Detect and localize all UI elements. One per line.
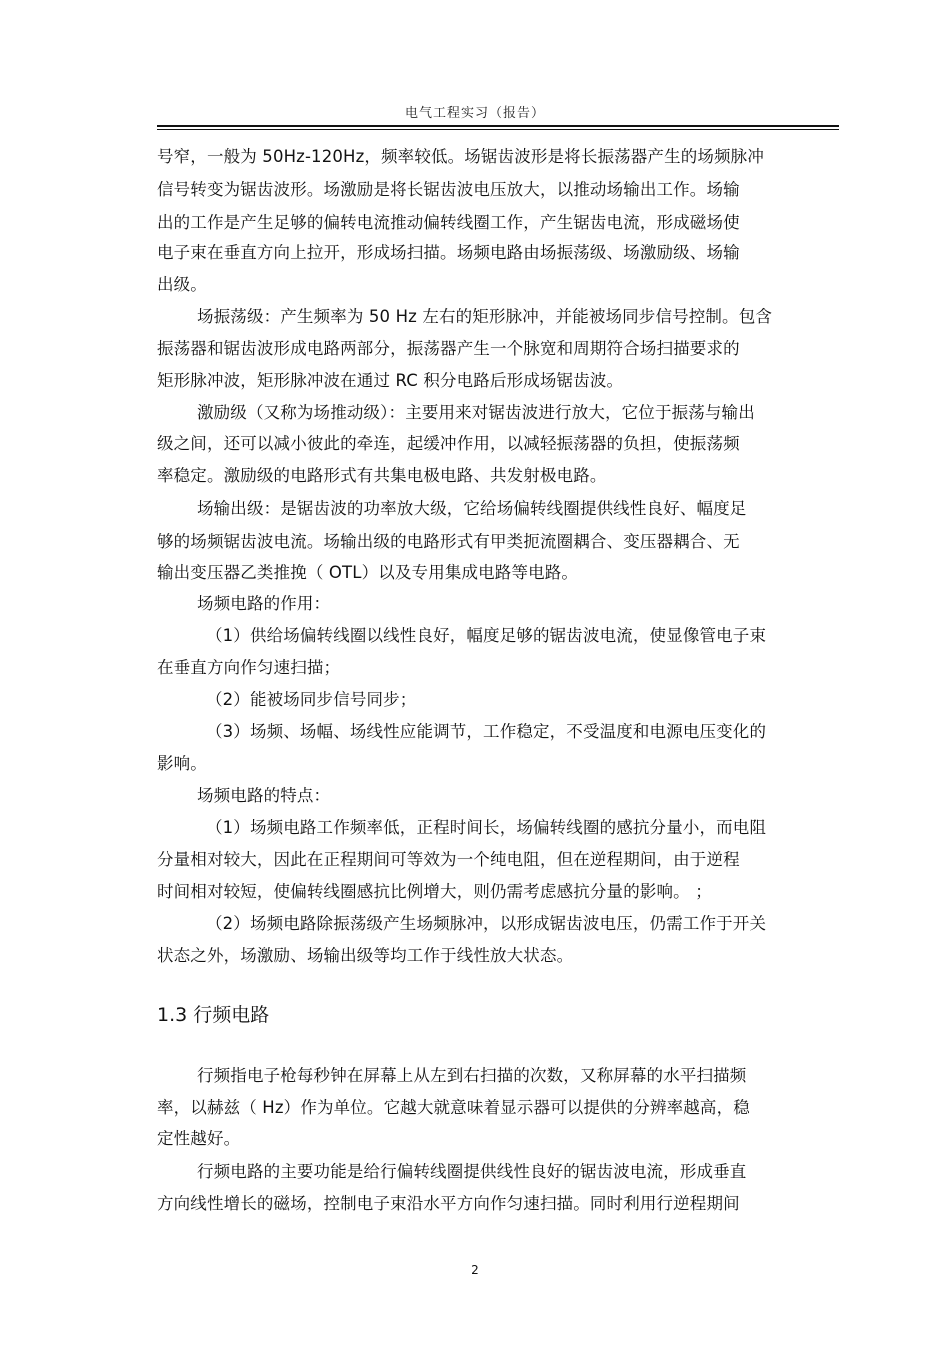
list-item-continuation: 时间相对较短，使偏转线圈感抗比例增大，则仍需考虑感抗分量的影响。 ； bbox=[157, 882, 712, 901]
body-line: 场频电路的特点： bbox=[197, 786, 331, 805]
body-line: 够的场频锯齿波电流。场输出级的电路形式有甲类扼流圈耦合、变压器耦合、无 bbox=[157, 532, 740, 551]
body-line: 信号转变为锯齿波形。场激励是将长锯齿波电压放大，以推动场输出工作。场输 bbox=[157, 180, 740, 199]
body-line: 率稳定。激励级的电路形式有共集电极电路、共发射极电路。 bbox=[157, 466, 607, 485]
list-item-continuation: 影响。 bbox=[157, 754, 207, 773]
list-item: （2）能被场同步信号同步； bbox=[206, 690, 417, 709]
body-line: 定性越好。 bbox=[157, 1129, 241, 1148]
list-item: （2）场频电路除振荡级产生场频脉冲，以形成锯齿波电压，仍需工作于开关 bbox=[206, 914, 767, 933]
body-line: 场振荡级：产生频率为 50 Hz 左右的矩形脉冲，并能被场同步信号控制。包含 bbox=[197, 307, 772, 326]
header-divider-thin bbox=[157, 129, 839, 130]
page-number: 2 bbox=[471, 1263, 479, 1277]
header-title: 电气工程实习（报告） bbox=[404, 106, 545, 121]
body-line: 矩形脉冲波，矩形脉冲波在通过 RC 积分电路后形成场锯齿波。 bbox=[157, 371, 624, 390]
body-line: 电子束在垂直方向上拉开，形成场扫描。场频电路由场振荡级、场激励级、场输 bbox=[157, 243, 740, 262]
body-line: 出的工作是产生足够的偏转电流推动偏转线圈工作，产生锯齿电流，形成磁场使 bbox=[157, 213, 740, 232]
body-line: 场频电路的作用： bbox=[197, 594, 331, 613]
header-divider bbox=[157, 125, 839, 127]
list-item-continuation: 状态之外，场激励、场输出级等均工作于线性放大状态。 bbox=[157, 946, 574, 965]
list-item-continuation: 在垂直方向作匀速扫描； bbox=[157, 658, 341, 677]
list-item: （1）场频电路工作频率低，正程时间长，场偏转线圈的感抗分量小，而电阻 bbox=[206, 818, 767, 837]
body-line: 场输出级：是锯齿波的功率放大级，它给场偏转线圈提供线性良好、幅度足 bbox=[197, 499, 747, 518]
body-line: 振荡器和锯齿波形成电路两部分，振荡器产生一个脉宽和周期符合场扫描要求的 bbox=[157, 339, 740, 358]
body-line: 行频电路的主要功能是给行偏转线圈提供线性良好的锯齿波电流，形成垂直 bbox=[197, 1162, 747, 1181]
body-line: 级之间，还可以减小彼此的牵连，起缓冲作用，以减轻振荡器的负担，使振荡频 bbox=[157, 434, 740, 453]
body-line: 输出变压器乙类推挽（ OTL）以及专用集成电路等电路。 bbox=[157, 563, 579, 582]
body-line: 激励级（又称为场推动级）：主要用来对锯齿波进行放大，它位于振荡与输出 bbox=[197, 403, 755, 422]
body-line: 率，以赫兹（ Hz）作为单位。它越大就意味着显示器可以提供的分辨率越高，稳 bbox=[157, 1098, 750, 1117]
body-line: 出级。 bbox=[157, 275, 207, 294]
list-item: （3）场频、场幅、场线性应能调节，工作稳定，不受温度和电源电压变化的 bbox=[206, 722, 767, 741]
list-item-continuation: 分量相对较大，因此在正程期间可等效为一个纯电阻，但在逆程期间，由于逆程 bbox=[157, 850, 740, 869]
body-line: 行频指电子枪每秒钟在屏幕上从左到右扫描的次数，又称屏幕的水平扫描频 bbox=[197, 1066, 747, 1085]
section-heading: 1.3 行频电路 bbox=[157, 1004, 270, 1026]
body-line: 方向线性增长的磁场，控制电子束沿水平方向作匀速扫描。同时利用行逆程期间 bbox=[157, 1194, 740, 1213]
body-line: 号窄，一般为 50Hz-120Hz，频率较低。场锯齿波形是将长振荡器产生的场频脉冲 bbox=[157, 147, 764, 166]
list-item: （1）供给场偏转线圈以线性良好，幅度足够的锯齿波电流，使显像管电子束 bbox=[206, 626, 767, 645]
